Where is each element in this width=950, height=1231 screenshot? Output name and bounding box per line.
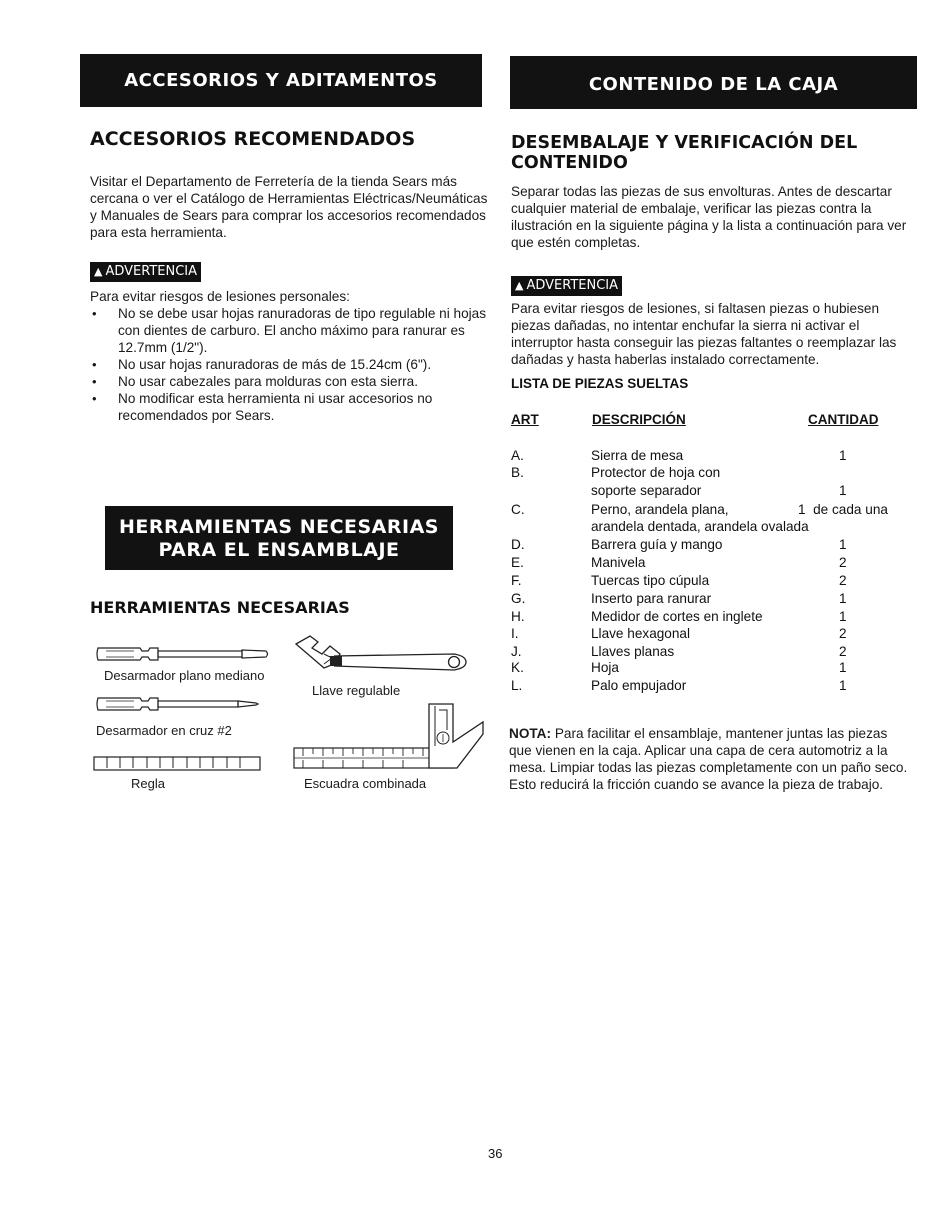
table-row: Barrera guía y mango (591, 537, 723, 552)
unpacking-intro: Separar todas las piezas de sus envolturas. Antes de descartar cualquier material de embalaje, verificar las piezas contra la ilustración en la siguiente página y la lista a continuación para ver que estén completas. (511, 184, 907, 250)
section-banner-accessories: ACCESORIOS Y ADITAMENTOS (80, 54, 482, 107)
table-row: 1 (839, 678, 847, 693)
table-row: Sierra de mesa (591, 448, 684, 463)
page-number: 36 (488, 1146, 503, 1161)
assembly-note: NOTA: Para facilitar el ensamblaje, mantener juntas las piezas que vienen en la caja. Aplicar una capa de cera automotriz a la mesa. Limpiar todas las piezas completamente con un paño seco. Esto reducirá la fricción cuando se avance la pieza de trabajo. (509, 726, 908, 792)
heading-unpacking: DESEMBALAJE Y VERIFICACIÓN DEL CONTENIDO (511, 133, 858, 173)
warning-badge-right: ▲ ADVERTENCIA (511, 276, 622, 296)
table-row: 2 (839, 555, 847, 570)
table-row: L. (511, 678, 523, 693)
section-banner-box-contents: CONTENIDO DE LA CAJA (510, 56, 917, 109)
table-row: arandela dentada, arandela ovalada (591, 519, 809, 534)
section-banner-tools: HERRAMIENTAS NECESARIAS PARA EL ENSAMBLAJE (105, 506, 453, 570)
table-row: Perno, arandela plana, (591, 502, 729, 517)
table-row: 2 (839, 626, 847, 641)
table-row: D. (511, 537, 525, 552)
column-header-description: DESCRIPCIÓN (592, 412, 686, 427)
table-row: A. (511, 448, 524, 463)
note-label: NOTA: (509, 726, 552, 741)
adjustable-wrench-icon (294, 634, 470, 686)
table-row: Llaves planas (591, 644, 675, 659)
table-row: 1 (839, 609, 847, 624)
warning-lead-left: Para evitar riesgos de lesiones personales: (90, 289, 350, 304)
column-header-quantity: CANTIDAD (808, 412, 879, 427)
phillips-screwdriver-icon (96, 692, 262, 716)
ruler-label: Regla (131, 776, 165, 791)
heading-required-tools: HERRAMIENTAS NECESARIAS (90, 598, 350, 617)
table-row: Medidor de cortes en inglete (591, 609, 763, 624)
warning-text-right: Para evitar riesgos de lesiones, si faltasen piezas o hubiesen piezas dañadas, no intentar enchufar la sierra ni activar el interruptor hasta conseguir las piezas faltantes o reemplazar las dañadas y hasta haberlas instalado correctamente. (511, 301, 897, 367)
table-row: 1 (839, 660, 847, 675)
warning-triangle-icon: ▲ (94, 265, 103, 278)
table-row: 1 de cada una (798, 502, 888, 517)
list-item: • No usar hojas ranuradoras de más de 15.24cm (6"). (90, 356, 490, 373)
heading-recommended-accessories: ACCESORIOS RECOMENDADOS (90, 128, 416, 150)
table-row: 2 (839, 573, 847, 588)
table-row: K. (511, 660, 524, 675)
table-row: 1 (839, 448, 847, 463)
table-row: Llave hexagonal (591, 626, 691, 641)
flat-screwdriver-label: Desarmador plano mediano (104, 668, 265, 683)
ruler-icon (93, 756, 261, 772)
warning-triangle-icon: ▲ (515, 279, 524, 292)
table-row: Palo empujador (591, 678, 687, 693)
table-row: J. (511, 644, 522, 659)
table-row: C. (511, 502, 525, 517)
warning-badge-left: ▲ ADVERTENCIA (90, 262, 201, 282)
table-row: H. (511, 609, 525, 624)
table-row: 1 (839, 483, 847, 498)
table-row: Protector de hoja con (591, 465, 721, 480)
table-row: G. (511, 591, 526, 606)
flat-screwdriver-icon (96, 642, 272, 666)
table-row: Tuercas tipo cúpula (591, 573, 710, 588)
table-row: Hoja (591, 660, 619, 675)
table-row: 2 (839, 644, 847, 659)
table-row: F. (511, 573, 522, 588)
combination-square-label: Escuadra combinada (304, 776, 427, 791)
phillips-screwdriver-label: Desarmador en cruz #2 (96, 723, 232, 738)
table-row: E. (511, 555, 524, 570)
list-item: • No modificar esta herramienta ni usar accesorios no recomendados por Sears. (90, 390, 490, 424)
adjustable-wrench-label: Llave regulable (312, 683, 401, 698)
table-row: I. (511, 626, 519, 641)
table-row: 1 (839, 537, 847, 552)
warning-list-left (90, 305, 490, 424)
recommended-accessories-intro: Visitar el Departamento de Ferretería de la tienda Sears más cercana o ver el Catálogo de Herramientas Eléctricas/Neumáticas y Manuales de Sears para comprar los accesorios recomendados para esta herramienta. (90, 174, 488, 240)
list-item: • No usar cabezales para molduras con esta sierra. (90, 373, 490, 390)
list-item: • No se debe usar hojas ranuradoras de tipo regulable ni hojas con dientes de carburo. El ancho máximo para ranurar es 12.7mm (1/2"). (90, 305, 490, 356)
combination-square-icon (293, 700, 485, 774)
table-row: Manivela (591, 555, 646, 570)
parts-list-heading: LISTA DE PIEZAS SUELTAS (511, 376, 689, 391)
table-row: soporte separador (591, 483, 702, 498)
column-header-art: ART (511, 412, 539, 427)
table-row: 1 (839, 591, 847, 606)
table-row: B. (511, 465, 524, 480)
table-row: Inserto para ranurar (591, 591, 712, 606)
